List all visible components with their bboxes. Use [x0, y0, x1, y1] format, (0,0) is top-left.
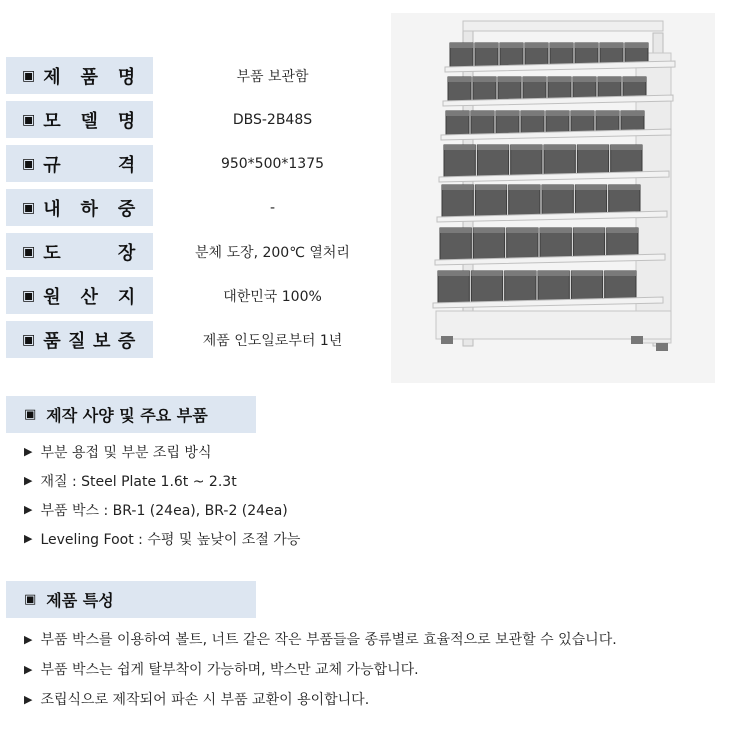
- square-bullet-icon: ▣: [24, 407, 37, 422]
- spec-label-text: [43, 327, 135, 353]
- spec-label-char: 격: [117, 154, 136, 176]
- storage-bin-lip: [450, 43, 473, 48]
- storage-bin-lip: [625, 43, 648, 48]
- bullet-item: [24, 654, 617, 684]
- storage-bin-lip: [548, 77, 571, 82]
- storage-bin-lip: [600, 43, 623, 48]
- spec-label: [6, 57, 153, 94]
- storage-bin-lip: [573, 77, 596, 82]
- storage-bin-lip: [475, 185, 506, 190]
- spec-label-text: [43, 195, 135, 221]
- triangle-bullet-icon: ▶: [24, 632, 33, 646]
- square-bullet-icon: ▣: [22, 331, 36, 348]
- storage-bin-lip: [571, 271, 602, 276]
- spec-value: 950*500*1375: [220, 155, 325, 172]
- spec-label-text: [43, 151, 135, 177]
- spec-row: [6, 189, 386, 226]
- spec-label-char: 증: [117, 330, 136, 352]
- storage-bin-lip: [509, 185, 540, 190]
- storage-bin-lip: [473, 228, 504, 233]
- triangle-bullet-icon: ▶: [24, 532, 33, 545]
- spec-value: 대한민국 100%: [223, 288, 322, 305]
- bullet-text: 재질 : Steel Plate 1.6t ~ 2.3t: [40, 473, 237, 490]
- storage-bin-lip: [573, 228, 604, 233]
- section-header-features: [6, 581, 256, 618]
- storage-bin-lip: [477, 145, 508, 150]
- storage-bin-lip: [605, 271, 636, 276]
- spec-label-char: 질: [68, 330, 86, 352]
- storage-bin-lip: [540, 228, 571, 233]
- product-image-bin-rack: [391, 13, 715, 383]
- spec-label: [6, 145, 153, 182]
- spec-value: 제품 인도일로부터 1년: [202, 332, 343, 349]
- storage-bin-lip: [496, 111, 519, 116]
- bullet-text: Leveling Foot : 수평 및 높낮이 조절 가능: [40, 531, 301, 548]
- storage-bin-lip: [444, 145, 475, 150]
- square-bullet-icon: ▣: [22, 287, 36, 304]
- spec-table: [6, 57, 386, 365]
- spec-row: [6, 321, 386, 358]
- bullet-text: 부분 용접 및 부분 조립 방식: [40, 444, 212, 461]
- spec-label-char: 장: [117, 242, 136, 264]
- spec-row: [6, 233, 386, 270]
- spec-label-char: 중: [117, 198, 136, 220]
- spec-label-char: 모: [43, 110, 61, 132]
- storage-bin-lip: [538, 271, 569, 276]
- storage-bin-lip: [546, 111, 569, 116]
- bullet-item: [24, 495, 300, 524]
- spec-label-char: 명: [117, 110, 136, 132]
- spec-label-char: 산: [80, 286, 98, 308]
- storage-bin-lip: [623, 77, 646, 82]
- storage-bin-lip: [607, 228, 638, 233]
- spec-row: [6, 57, 386, 94]
- triangle-bullet-icon: ▶: [24, 474, 33, 487]
- spec-label-text: [43, 239, 135, 265]
- storage-bin-lip: [571, 111, 594, 116]
- bullet-text: 부품 박스는 쉽게 탈부착이 가능하며, 박스만 교체 가능합니다.: [40, 662, 419, 678]
- spec-bullet-list: [24, 437, 300, 553]
- spec-row: [6, 101, 386, 138]
- spec-row: [6, 145, 386, 182]
- spec-label-char: 규: [43, 154, 61, 176]
- spec-label: [6, 277, 153, 314]
- triangle-bullet-icon: ▶: [24, 503, 33, 516]
- storage-bin-lip: [446, 111, 469, 116]
- bullet-item: [24, 437, 300, 466]
- storage-bin-lip: [544, 145, 575, 150]
- storage-bin-lip: [440, 228, 471, 233]
- spec-label-char: 하: [80, 198, 98, 220]
- spec-label-char: 원: [43, 286, 61, 308]
- spec-value: -: [269, 199, 276, 216]
- triangle-bullet-icon: ▶: [24, 445, 33, 458]
- spec-label-char: 품: [80, 66, 98, 88]
- spec-label-text: [43, 63, 135, 89]
- spec-label-char: 지: [117, 286, 136, 308]
- spec-label: [6, 101, 153, 138]
- spec-label: [6, 233, 153, 270]
- square-bullet-icon: ▣: [22, 199, 36, 216]
- storage-bin-lip: [577, 145, 608, 150]
- storage-bin-lip: [507, 228, 538, 233]
- storage-bin-lip: [473, 77, 496, 82]
- storage-bin-lip: [521, 111, 544, 116]
- section-title: 제품 특성: [46, 591, 114, 610]
- bullet-item: [24, 524, 300, 553]
- triangle-bullet-icon: ▶: [24, 662, 33, 676]
- storage-bin-lip: [550, 43, 573, 48]
- square-bullet-icon: ▣: [22, 111, 36, 128]
- spec-row: [6, 277, 386, 314]
- storage-bin-lip: [438, 271, 469, 276]
- spec-label-char: 제: [43, 66, 61, 88]
- section-title: 제작 사양 및 주요 부품: [46, 406, 208, 425]
- square-bullet-icon: ▣: [22, 67, 36, 84]
- section-header-specs: [6, 396, 256, 433]
- storage-bin-lip: [500, 43, 523, 48]
- feature-bullet-list: [24, 624, 617, 714]
- bullet-item: [24, 684, 617, 714]
- storage-bin-lip: [609, 185, 640, 190]
- storage-bin-lip: [596, 111, 619, 116]
- bullet-text: 부품 박스 : BR-1 (24ea), BR-2 (24ea): [40, 502, 288, 519]
- triangle-bullet-icon: ▶: [24, 692, 33, 706]
- spec-label-char: 명: [117, 66, 136, 88]
- storage-bin-lip: [511, 145, 542, 150]
- bullet-text: 조립식으로 제작되어 파손 시 부품 교환이 용이합니다.: [40, 692, 370, 708]
- spec-label-char: 도: [43, 242, 61, 264]
- storage-bin-lip: [525, 43, 548, 48]
- spec-label-text: [43, 283, 135, 309]
- spec-label: [6, 189, 153, 226]
- spec-label-char: 델: [80, 110, 98, 132]
- square-bullet-icon: ▣: [22, 155, 36, 172]
- spec-value: DBS-2B48S: [232, 111, 313, 128]
- square-bullet-icon: ▣: [24, 592, 37, 607]
- storage-bin-lip: [575, 185, 606, 190]
- storage-bin-lip: [542, 185, 573, 190]
- spec-label-char: 보: [92, 330, 111, 352]
- storage-bin-lip: [575, 43, 598, 48]
- storage-bin-lip: [621, 111, 644, 116]
- storage-bin-lip: [611, 145, 642, 150]
- storage-bin-lip: [598, 77, 621, 82]
- storage-bin-lip: [498, 77, 521, 82]
- storage-bin-lip: [475, 43, 498, 48]
- spec-label-char: 내: [43, 198, 61, 220]
- storage-bin-lip: [471, 271, 502, 276]
- spec-label-text: [43, 107, 135, 133]
- spec-label-char: 품: [43, 330, 61, 352]
- storage-bin-lip: [442, 185, 473, 190]
- storage-bin-lip: [448, 77, 471, 82]
- bullet-text: 부품 박스를 이용하여 볼트, 너트 같은 작은 부품들을 종류별로 효율적으로 보관할 수 있습니다.: [40, 632, 617, 648]
- bullet-item: [24, 624, 617, 654]
- storage-bin-lip: [523, 77, 546, 82]
- storage-bin-lip: [471, 111, 494, 116]
- square-bullet-icon: ▣: [22, 243, 36, 260]
- storage-bin-lip: [505, 271, 536, 276]
- spec-label: [6, 321, 153, 358]
- bullet-item: [24, 466, 300, 495]
- spec-value: 분체 도장, 200℃ 열처리: [195, 244, 350, 261]
- spec-value: 부품 보관함: [236, 68, 309, 85]
